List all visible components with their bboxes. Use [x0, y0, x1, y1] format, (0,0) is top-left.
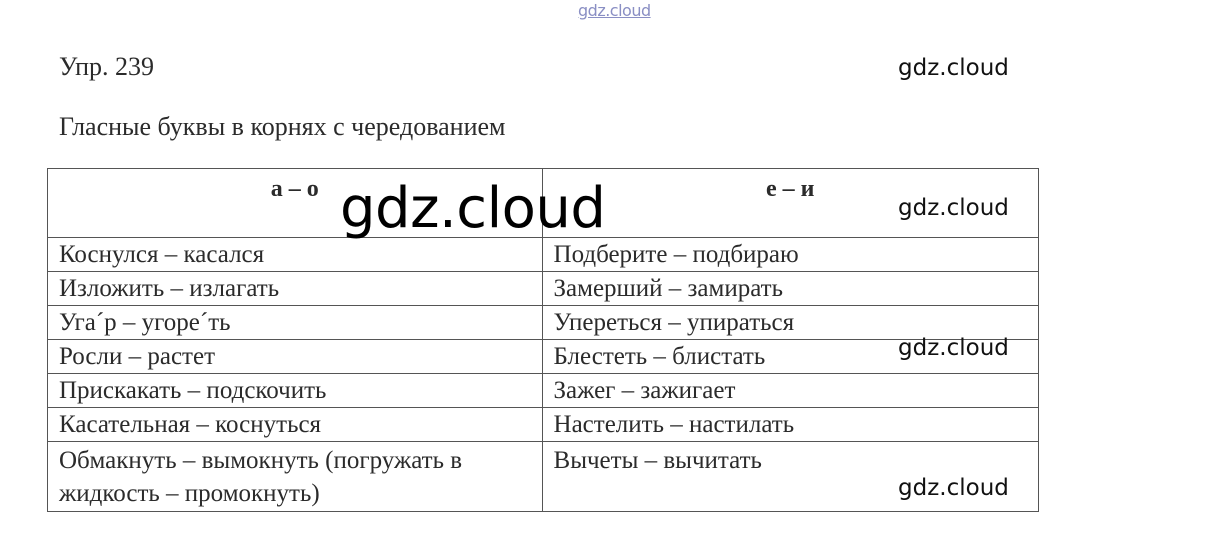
table-cell: Коснулся – касался: [48, 238, 543, 272]
table-row: [48, 306, 1039, 340]
section-subtitle: Гласные буквы в корнях с чередованием: [59, 112, 506, 141]
table-cell: Касательная – коснуться: [48, 408, 543, 442]
column-header-e-i: е – и: [542, 169, 1038, 238]
watermark-small: gdz.cloud: [898, 475, 1009, 501]
table-row: [48, 340, 1039, 374]
table-cell: Вычеты – вычитать: [542, 442, 1038, 512]
table-cell: Изложить – излагать: [48, 272, 543, 306]
table-row: [48, 442, 1039, 512]
table-cell: Подберите – подбираю: [542, 238, 1038, 272]
table-row: [48, 238, 1039, 272]
table-cell: Прискакать – подскочить: [48, 374, 543, 408]
table-cell: Замерший – замирать: [542, 272, 1038, 306]
table-cell: Зажег – зажигает: [542, 374, 1038, 408]
watermark-small: gdz.cloud: [898, 55, 1009, 81]
watermark-small: gdz.cloud: [898, 335, 1009, 361]
top-watermark-link[interactable]: gdz.cloud: [578, 1, 651, 20]
table-cell: Настелить – настилать: [542, 408, 1038, 442]
column-header-a-o: а – о: [48, 169, 543, 238]
table-cell: Блестеть – блистать: [542, 340, 1038, 374]
watermark-large: gdz.cloud: [340, 176, 606, 241]
table-cell: Уга´р – угоре´ть: [48, 306, 543, 340]
table-row: [48, 408, 1039, 442]
table-row: [48, 272, 1039, 306]
table-row: [48, 374, 1039, 408]
table-cell: Росли – растет: [48, 340, 543, 374]
exercise-number: Упр. 239: [59, 52, 155, 81]
table-cell: Обмакнуть – вымокнуть (погружать в жидкость – промокнуть): [48, 442, 543, 512]
watermark-small: gdz.cloud: [898, 195, 1009, 221]
table-cell: Упереться – упираться: [542, 306, 1038, 340]
